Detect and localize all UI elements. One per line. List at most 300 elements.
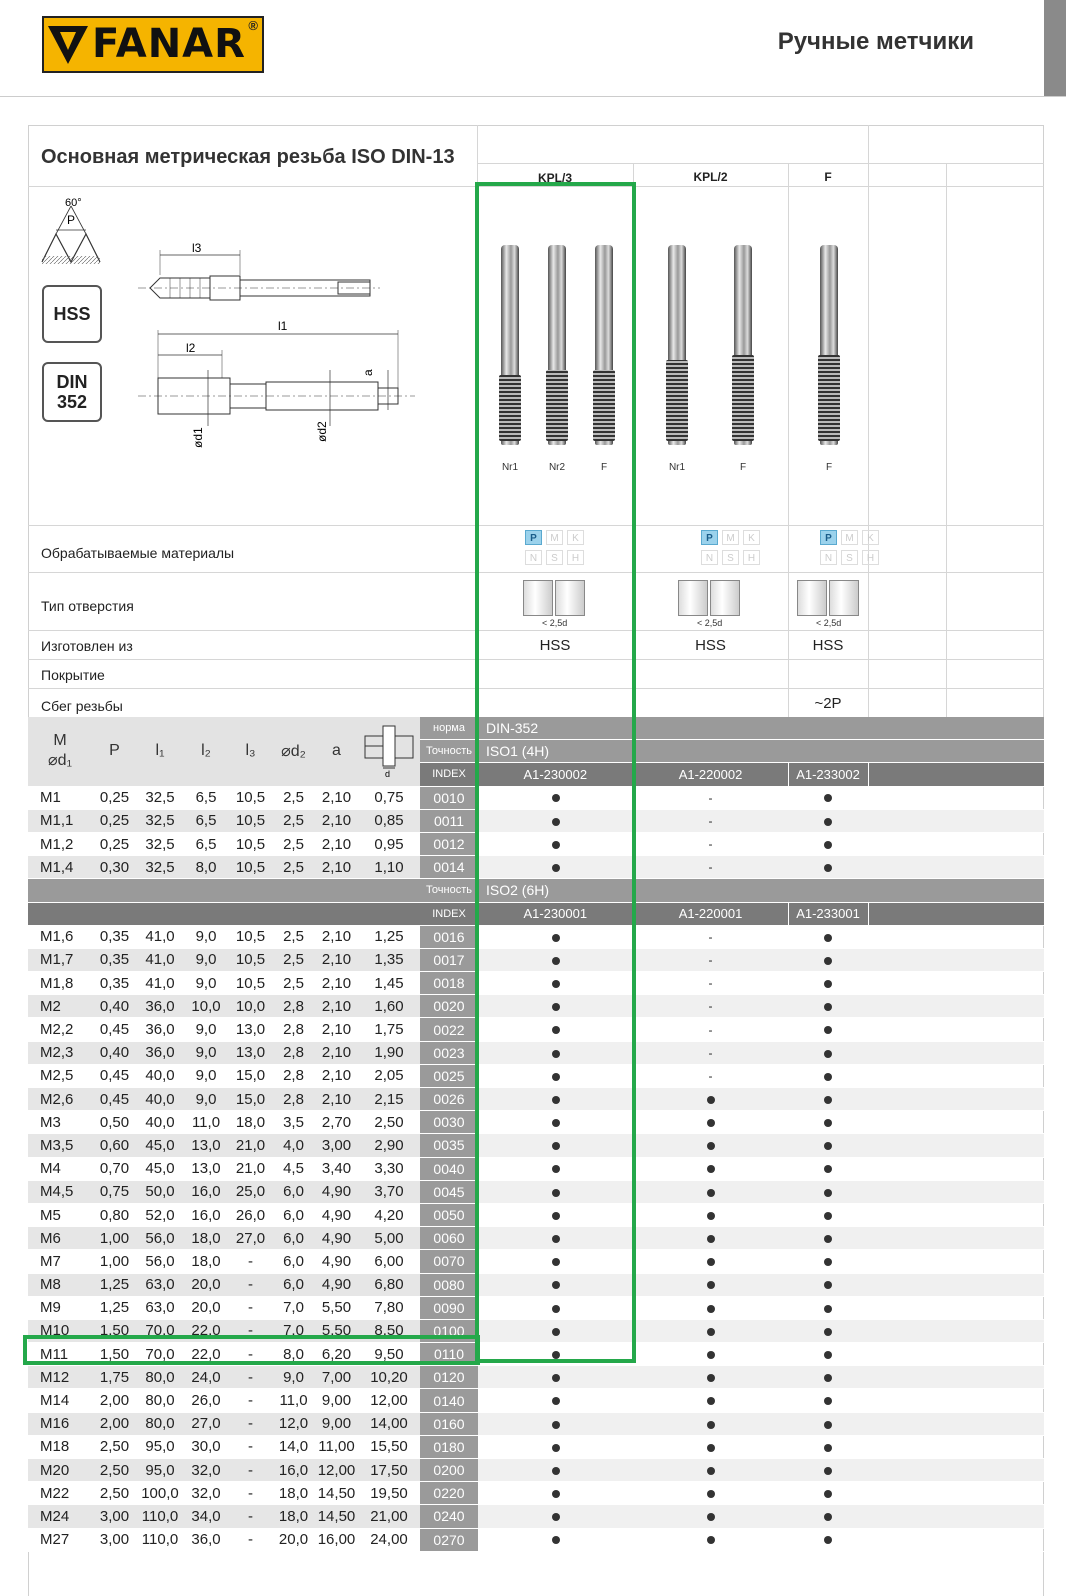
table-cell-empty	[868, 1505, 1044, 1528]
table-cell: -	[229, 1366, 272, 1389]
header-cell-a: a	[315, 717, 358, 786]
table-cell: M1,2	[28, 832, 92, 855]
table-cell: 4,0	[272, 1134, 315, 1157]
table-cell: 3,40	[315, 1157, 358, 1180]
table-cell-empty	[868, 1319, 1044, 1342]
table-cell: 15,50	[358, 1435, 420, 1458]
table-cell	[478, 925, 633, 948]
table-cell: 12,00	[358, 1389, 420, 1412]
header-tail	[868, 717, 1044, 740]
through-hole-icon	[678, 580, 708, 616]
table-cell: 3,5	[272, 1111, 315, 1134]
table-header-row	[28, 717, 1044, 740]
table-cell	[633, 1319, 788, 1342]
table-cell: 0022	[420, 1018, 478, 1041]
table-cell: 0010	[420, 786, 478, 809]
table-cell: 32,0	[183, 1482, 229, 1505]
header-tail	[868, 740, 1044, 763]
availability-dot	[707, 1096, 715, 1104]
table-cell: 10,5	[229, 948, 272, 971]
table-cell: 2,10	[315, 1064, 358, 1087]
table-cell	[478, 1064, 633, 1087]
blind-hole-icon	[829, 580, 859, 616]
materials-label: Обрабатываемые материалы	[41, 545, 235, 561]
table-cell: 1,10	[358, 856, 420, 879]
table-cell	[788, 1041, 868, 1064]
table-cell: 10,5	[229, 832, 272, 855]
table-cell	[788, 1180, 868, 1203]
through-hole-icon	[797, 580, 827, 616]
table-cell: 9,0	[183, 1041, 229, 1064]
table-cell: 21,00	[358, 1505, 420, 1528]
table-row	[28, 786, 1044, 809]
availability-dot	[707, 1281, 715, 1289]
through-hole-icon	[523, 580, 553, 616]
table-cell: -	[229, 1505, 272, 1528]
table-cell: 18,0	[272, 1482, 315, 1505]
table-cell: 32,5	[137, 832, 183, 855]
table-cell: 27,0	[229, 1227, 272, 1250]
table-cell: M3	[28, 1111, 92, 1134]
table-cell: 34,0	[183, 1505, 229, 1528]
availability-dot	[707, 1119, 715, 1127]
table-cell-empty	[868, 948, 1044, 971]
table-cell: -	[229, 1435, 272, 1458]
table-cell: 41,0	[137, 948, 183, 971]
table-cell: 9,00	[315, 1389, 358, 1412]
table-cell	[478, 809, 633, 832]
header-tail	[868, 902, 1044, 925]
availability-dot	[707, 1142, 715, 1150]
availability-dot	[707, 1212, 715, 1220]
availability-dot	[707, 1374, 715, 1382]
table-cell: -	[633, 809, 788, 832]
tap-image	[820, 245, 838, 445]
table-cell: 9,0	[183, 972, 229, 995]
table-cell: M2,2	[28, 1018, 92, 1041]
table-cell: 3,00	[315, 1134, 358, 1157]
table-cell: M14	[28, 1389, 92, 1412]
table-cell	[788, 1111, 868, 1134]
table-cell: 8,0	[183, 856, 229, 879]
material-group-n: N	[525, 550, 542, 565]
table-cell: 14,0	[272, 1435, 315, 1458]
availability-dot	[824, 957, 832, 965]
table-cell: M2	[28, 995, 92, 1018]
availability-dot	[552, 1003, 560, 1011]
availability-dot	[824, 1119, 832, 1127]
availability-dot	[707, 1397, 715, 1405]
table-cell: 27,0	[183, 1412, 229, 1435]
table-cell: 2,10	[315, 972, 358, 995]
table-cell: 3,70	[358, 1180, 420, 1203]
table-cell-empty	[868, 972, 1044, 995]
availability-dot	[824, 1003, 832, 1011]
availability-dot	[824, 864, 832, 872]
table-cell: 16,0	[183, 1180, 229, 1203]
table-cell: 0,45	[92, 1018, 137, 1041]
table-row	[28, 1180, 1044, 1203]
table-cell: 70,0	[137, 1343, 183, 1366]
hole-section-icon	[363, 720, 415, 778]
table-cell: 18,0	[272, 1505, 315, 1528]
divider	[28, 572, 1044, 573]
table-cell: 6,0	[272, 1203, 315, 1226]
table-cell: 1,25	[92, 1273, 137, 1296]
table-cell: 6,5	[183, 832, 229, 855]
table-cell: 26,0	[183, 1389, 229, 1412]
angle-label: 60°	[65, 197, 82, 209]
table-cell: 0160	[420, 1412, 478, 1435]
availability-dot	[707, 1513, 715, 1521]
table-cell: 9,0	[183, 925, 229, 948]
table-cell	[788, 1296, 868, 1319]
table-cell-empty	[868, 1412, 1044, 1435]
table-cell: 0120	[420, 1366, 478, 1389]
table-cell	[788, 1435, 868, 1458]
table-cell: M10	[28, 1319, 92, 1342]
table-cell	[788, 1412, 868, 1435]
table-cell: M1,6	[28, 925, 92, 948]
table-cell	[478, 1157, 633, 1180]
table-cell: 2,10	[315, 1088, 358, 1111]
l3-label: l3	[192, 241, 202, 255]
table-cell: 24,0	[183, 1366, 229, 1389]
availability-dot	[552, 1165, 560, 1173]
table-cell: 9,0	[183, 1018, 229, 1041]
table-cell	[478, 972, 633, 995]
table-cell: 2,8	[272, 1064, 315, 1087]
table-cell: 0,40	[92, 1041, 137, 1064]
table-cell: 20,0	[272, 1528, 315, 1551]
table-cell	[633, 1505, 788, 1528]
table-cell: 80,0	[137, 1389, 183, 1412]
table-cell: 0,25	[92, 832, 137, 855]
table-cell: 1,60	[358, 995, 420, 1018]
page-title: Ручные метчики	[777, 28, 974, 55]
registered-mark: ®	[248, 18, 258, 33]
table-cell: M8	[28, 1273, 92, 1296]
thread-profile-icon	[40, 194, 102, 266]
tap-thread	[546, 370, 568, 441]
table-cell	[633, 1296, 788, 1319]
table-row	[28, 1203, 1044, 1226]
material-badge: HSS	[42, 285, 102, 343]
table-cell: 2,5	[272, 972, 315, 995]
hole-depth-caption: < 2,5d	[816, 618, 842, 628]
table-cell	[788, 1343, 868, 1366]
table-cell-empty	[868, 1296, 1044, 1319]
table-cell	[478, 948, 633, 971]
availability-dot	[552, 1281, 560, 1289]
table-cell: 13,0	[229, 1041, 272, 1064]
table-cell: 9,0	[183, 948, 229, 971]
table-row	[28, 832, 1044, 855]
table-row	[28, 1366, 1044, 1389]
table-cell: 0,25	[92, 786, 137, 809]
table-cell-empty	[868, 1018, 1044, 1041]
availability-dot	[552, 1189, 560, 1197]
table-group-header-row	[28, 879, 1044, 902]
material-group-n: N	[701, 550, 718, 565]
table-cell	[788, 1018, 868, 1041]
table-row	[28, 1459, 1044, 1482]
header-cell-m-d1	[28, 717, 92, 786]
table-cell: 32,5	[137, 856, 183, 879]
table-cell: 2,50	[92, 1482, 137, 1505]
table-cell	[478, 1482, 633, 1505]
table-cell: 11,0	[183, 1111, 229, 1134]
table-cell	[478, 1134, 633, 1157]
table-cell: 1,00	[92, 1250, 137, 1273]
table-row	[28, 1482, 1044, 1505]
material-group-h: H	[862, 550, 879, 565]
row-label-index: INDEX	[420, 902, 478, 925]
material-group-m: M	[546, 530, 563, 545]
divider	[28, 688, 1044, 689]
table-row	[28, 1134, 1044, 1157]
table-cell	[788, 1157, 868, 1180]
table-cell-empty	[868, 1435, 1044, 1458]
table-cell: -	[633, 786, 788, 809]
table-cell: 45,0	[137, 1157, 183, 1180]
table-cell: 0,35	[92, 972, 137, 995]
header-cell-l1: l₁	[137, 717, 183, 786]
table-row	[28, 1041, 1044, 1064]
table-cell	[633, 1366, 788, 1389]
table-cell-empty	[868, 832, 1044, 855]
made-of-f: HSS	[812, 637, 844, 654]
table-cell: 13,0	[183, 1134, 229, 1157]
table-cell: 2,5	[272, 948, 315, 971]
availability-dot	[552, 1351, 560, 1359]
divider	[28, 630, 1044, 631]
table-row	[28, 1227, 1044, 1250]
table-cell: 6,0	[272, 1180, 315, 1203]
table-cell	[478, 1343, 633, 1366]
table-cell: 6,20	[315, 1343, 358, 1366]
table-cell: 6,00	[358, 1250, 420, 1273]
table-cell: -	[633, 925, 788, 948]
table-cell: 6,0	[272, 1273, 315, 1296]
table-cell	[788, 1273, 868, 1296]
side-tab-marker	[1044, 0, 1066, 96]
table-cell: 0030	[420, 1111, 478, 1134]
table-cell: 7,00	[315, 1366, 358, 1389]
row-label-index: INDEX	[420, 763, 478, 786]
availability-dot	[824, 1513, 832, 1521]
table-cell: 2,5	[272, 856, 315, 879]
table-cell: 12,0	[272, 1412, 315, 1435]
table-cell: -	[633, 995, 788, 1018]
table-cell: 0035	[420, 1134, 478, 1157]
table-cell	[788, 972, 868, 995]
table-cell-empty	[868, 856, 1044, 879]
table-cell-empty	[868, 1041, 1044, 1064]
page-header	[0, 0, 1066, 97]
table-cell: 10,5	[229, 809, 272, 832]
table-cell: 9,0	[183, 1064, 229, 1087]
table-cell: 0,95	[358, 832, 420, 855]
table-cell: 10,0	[229, 995, 272, 1018]
table-cell	[478, 1180, 633, 1203]
table-cell: 1,45	[358, 972, 420, 995]
table-cell	[633, 1528, 788, 1551]
table-row	[28, 1528, 1044, 1551]
table-cell: 41,0	[137, 925, 183, 948]
column-label-kpl3: KPL/3	[537, 171, 572, 185]
availability-dot	[707, 1189, 715, 1197]
table-cell: 8,0	[272, 1343, 315, 1366]
table-cell: 63,0	[137, 1273, 183, 1296]
table-cell-empty	[868, 995, 1044, 1018]
hole-type-label: Тип отверстия	[41, 598, 134, 614]
group-gap	[28, 902, 420, 925]
table-cell: 6,0	[272, 1250, 315, 1273]
table-cell: -	[229, 1412, 272, 1435]
availability-dot	[552, 794, 560, 802]
table-cell: 110,0	[137, 1505, 183, 1528]
table-cell: 32,5	[137, 809, 183, 832]
availability-dot	[552, 957, 560, 965]
material-group-p: P	[820, 530, 837, 545]
table-cell-empty	[868, 1459, 1044, 1482]
availability-dot	[824, 1536, 832, 1544]
table-cell: 80,0	[137, 1366, 183, 1389]
availability-dot	[824, 841, 832, 849]
table-cell: 16,0	[183, 1203, 229, 1226]
row-label-tochnost: Точность	[420, 879, 478, 902]
table-cell	[478, 1412, 633, 1435]
availability-dot	[707, 1467, 715, 1475]
table-cell	[788, 1319, 868, 1342]
table-cell: M4	[28, 1157, 92, 1180]
tap-label: Nr2	[548, 462, 566, 473]
table-cell: -	[633, 948, 788, 971]
table-cell: 2,8	[272, 995, 315, 1018]
table-cell: M5	[28, 1203, 92, 1226]
availability-dot	[552, 1026, 560, 1034]
table-cell: -	[229, 1319, 272, 1342]
material-group-m: M	[722, 530, 739, 545]
svg-text:d: d	[385, 768, 391, 778]
table-cell: M16	[28, 1412, 92, 1435]
tap-label: Nr1	[668, 462, 686, 473]
tochnost-value: ISO2 (6H)	[478, 879, 868, 902]
table-cell: 0,60	[92, 1134, 137, 1157]
availability-dot	[824, 1050, 832, 1058]
table-cell: 100,0	[137, 1482, 183, 1505]
tochnost-value: ISO1 (4H)	[478, 740, 868, 763]
table-cell: 5,50	[315, 1319, 358, 1342]
table-cell: M12	[28, 1366, 92, 1389]
table-cell: M2,6	[28, 1088, 92, 1111]
table-cell	[788, 1088, 868, 1111]
table-cell: 2,15	[358, 1088, 420, 1111]
table-cell: M1,7	[28, 948, 92, 971]
table-cell: 15,0	[229, 1064, 272, 1087]
table-cell: 1,50	[92, 1343, 137, 1366]
table-row	[28, 1273, 1044, 1296]
material-group-m: M	[841, 530, 858, 545]
table-cell: 18,0	[183, 1250, 229, 1273]
table-cell: 9,50	[358, 1343, 420, 1366]
hole-depth-caption: < 2,5d	[697, 618, 723, 628]
table-cell	[478, 1459, 633, 1482]
table-cell-empty	[868, 786, 1044, 809]
table-cell: 14,00	[358, 1412, 420, 1435]
table-cell: M18	[28, 1435, 92, 1458]
table-cell: 18,0	[183, 1227, 229, 1250]
table-cell	[478, 1088, 633, 1111]
table-row	[28, 1412, 1044, 1435]
table-cell-empty	[868, 809, 1044, 832]
d1-label: ød1	[191, 427, 205, 448]
table-cell	[478, 1366, 633, 1389]
table-cell: 95,0	[137, 1435, 183, 1458]
table-cell: 63,0	[137, 1296, 183, 1319]
runout-label: Сбег резьбы	[41, 698, 123, 714]
made-of-kpl3: HSS	[539, 637, 571, 654]
availability-dot	[824, 1258, 832, 1266]
header-cell-p: P	[92, 717, 137, 786]
availability-dot	[824, 1235, 832, 1243]
availability-dot	[824, 934, 832, 942]
table-cell	[788, 832, 868, 855]
table-cell: M3,5	[28, 1134, 92, 1157]
divider	[633, 163, 634, 717]
table-cell	[478, 1250, 633, 1273]
table-cell	[478, 1273, 633, 1296]
table-row	[28, 1435, 1044, 1458]
material-group-s: S	[722, 550, 739, 565]
table-cell	[788, 1528, 868, 1551]
tap-image	[668, 245, 686, 445]
table-cell: 50,0	[137, 1180, 183, 1203]
table-cell: 1,00	[92, 1227, 137, 1250]
table-cell-empty	[868, 1389, 1044, 1412]
table-cell: 95,0	[137, 1459, 183, 1482]
availability-dot	[824, 1165, 832, 1173]
table-cell: 0045	[420, 1180, 478, 1203]
brand-logo[interactable]	[42, 16, 264, 73]
divider	[28, 525, 1044, 526]
table-row	[28, 1389, 1044, 1412]
table-cell: 21,0	[229, 1134, 272, 1157]
table-cell-empty	[868, 1134, 1044, 1157]
table-cell: 3,00	[92, 1528, 137, 1551]
table-cell: 2,00	[92, 1389, 137, 1412]
a-label: a	[361, 369, 375, 376]
table-cell: -	[633, 832, 788, 855]
header-tail	[868, 763, 1044, 786]
availability-dot	[824, 980, 832, 988]
availability-dot	[552, 1444, 560, 1452]
table-cell: 16,00	[315, 1528, 358, 1551]
availability-dot	[707, 1328, 715, 1336]
table-cell	[478, 1435, 633, 1458]
availability-dot	[552, 1073, 560, 1081]
table-cell: 2,5	[272, 832, 315, 855]
table-cell: 0220	[420, 1482, 478, 1505]
table-cell: 36,0	[137, 995, 183, 1018]
table-cell	[788, 1505, 868, 1528]
tap-image	[501, 245, 519, 445]
table-cell	[633, 1203, 788, 1226]
table-cell: 4,20	[358, 1203, 420, 1226]
table-cell: 0180	[420, 1435, 478, 1458]
table-cell: 0100	[420, 1319, 478, 1342]
